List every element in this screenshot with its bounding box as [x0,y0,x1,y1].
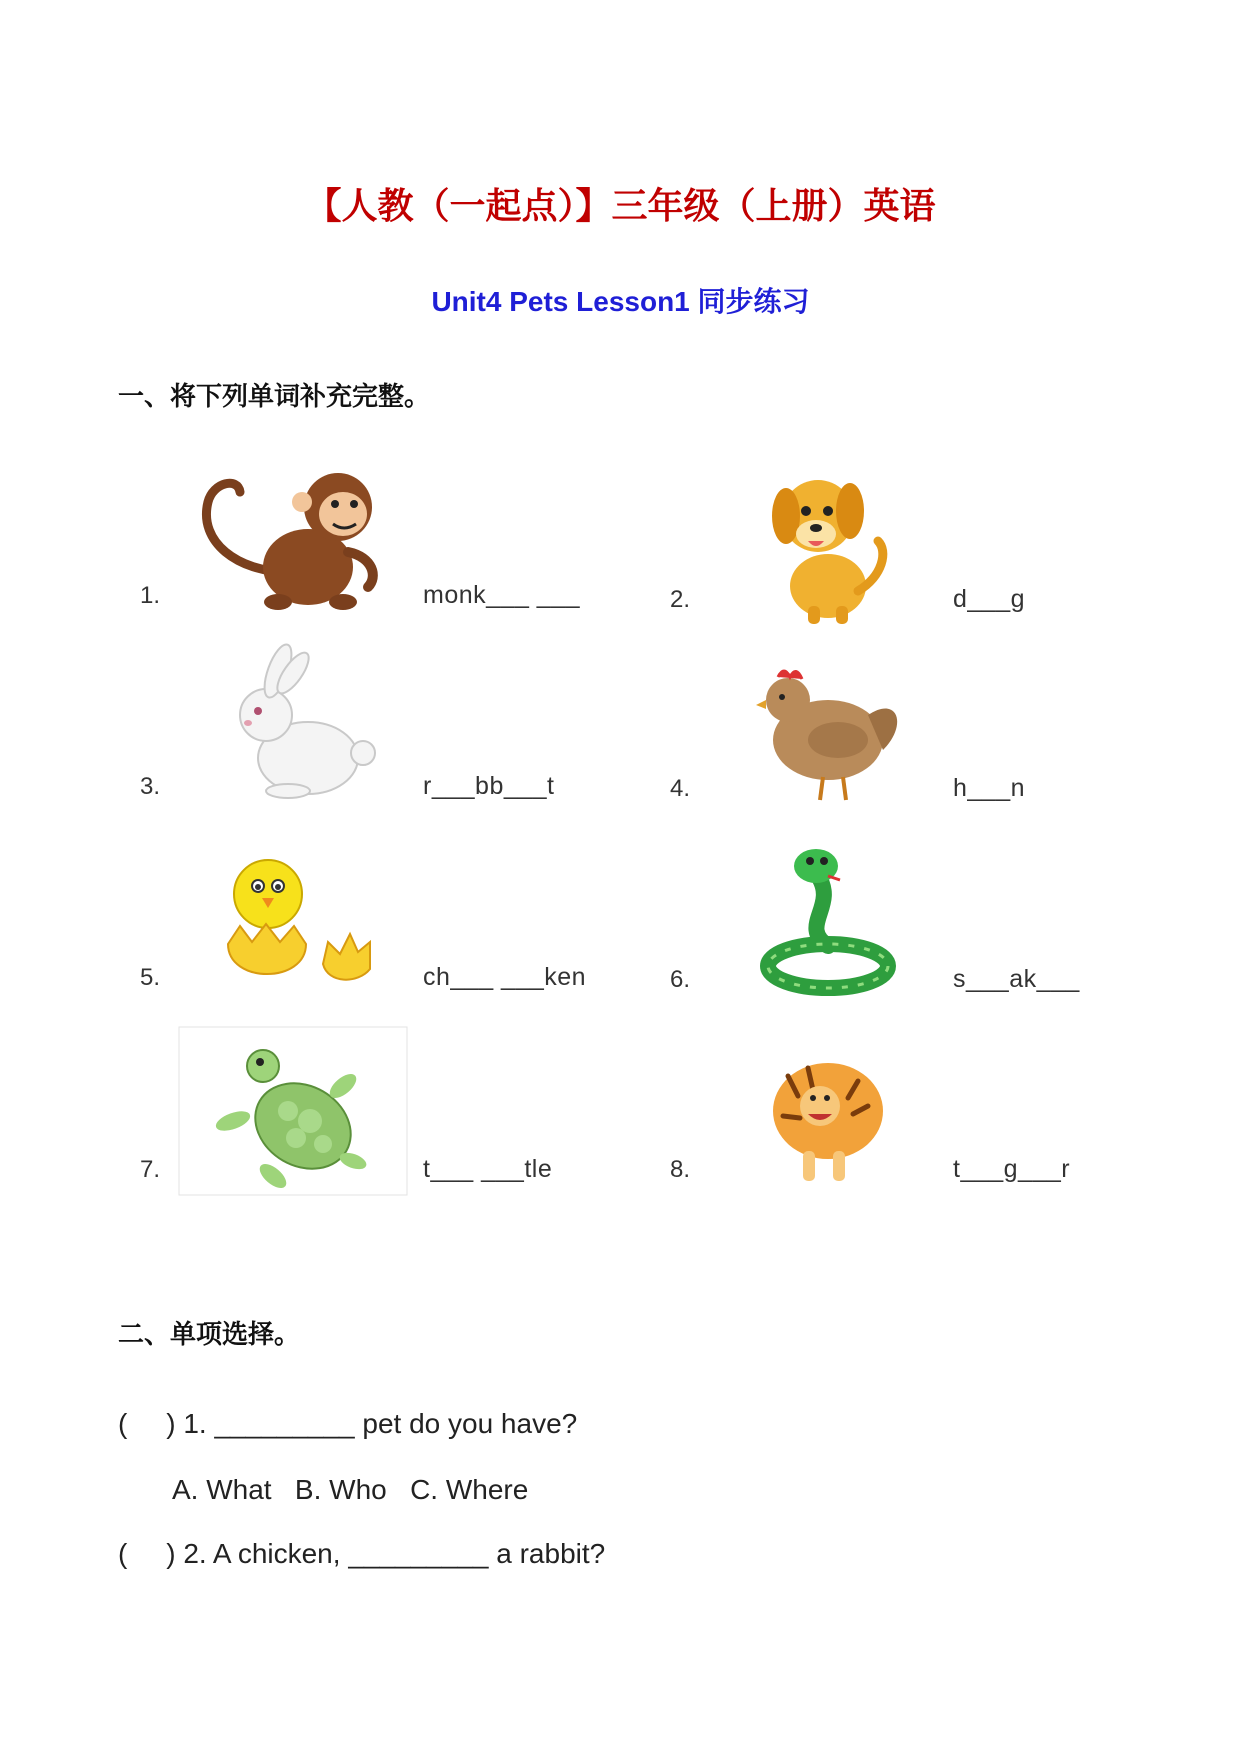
exercise-item-5 [118,834,638,1004]
word-blank: t___g___r [953,1155,1071,1183]
item-number: 7. [140,1156,161,1183]
rabbit-image [178,643,408,813]
word-blank: h___n [953,774,1026,802]
section-1-heading: 一、将下列单词补充完整。 [118,382,431,412]
word-blank: t___ ___tle [423,1155,553,1183]
item-number: 1. [140,582,161,609]
word-blank: r___bb___t [423,772,555,800]
question-1-options: A. What B. Who C. Where [172,1474,529,1505]
word-blank: s___ak___ [953,965,1080,993]
dog-image [708,456,938,626]
hen-image [708,645,938,815]
exercise-item-2 [648,456,1168,626]
item-number: 8. [670,1156,691,1183]
exercise-item-1 [118,452,638,622]
section-2-heading: 二、单项选择。 [118,1320,301,1350]
question-1: ( ) 1. _________ pet do you have? [118,1408,578,1439]
monkey-image [178,452,408,622]
tiger-image [708,1026,938,1196]
exercise-item-6 [648,836,1168,1006]
word-blank: monk___ ___ [423,581,581,609]
item-number: 4. [670,775,691,802]
exercise-item-8 [648,1026,1168,1196]
chick-image [178,834,408,1004]
word-blank: ch___ ___ken [423,963,587,991]
item-number: 3. [140,773,161,800]
page-subtitle: Unit4 Pets Lesson1 同步练习 [431,286,810,317]
item-number: 5. [140,964,161,991]
exercise-item-3 [118,643,638,813]
exercise-item-7 [118,1026,638,1196]
turtle-image [178,1026,408,1196]
word-blank: d___g [953,585,1026,613]
exercise-item-4 [648,645,1168,815]
page-title: 【人教（一起点）】三年级（上册）英语 [305,186,936,227]
snake-image [708,836,938,1006]
item-number: 2. [670,586,691,613]
item-number: 6. [670,966,691,993]
question-2: ( ) 2. A chicken, _________ a rabbit? [118,1538,606,1569]
